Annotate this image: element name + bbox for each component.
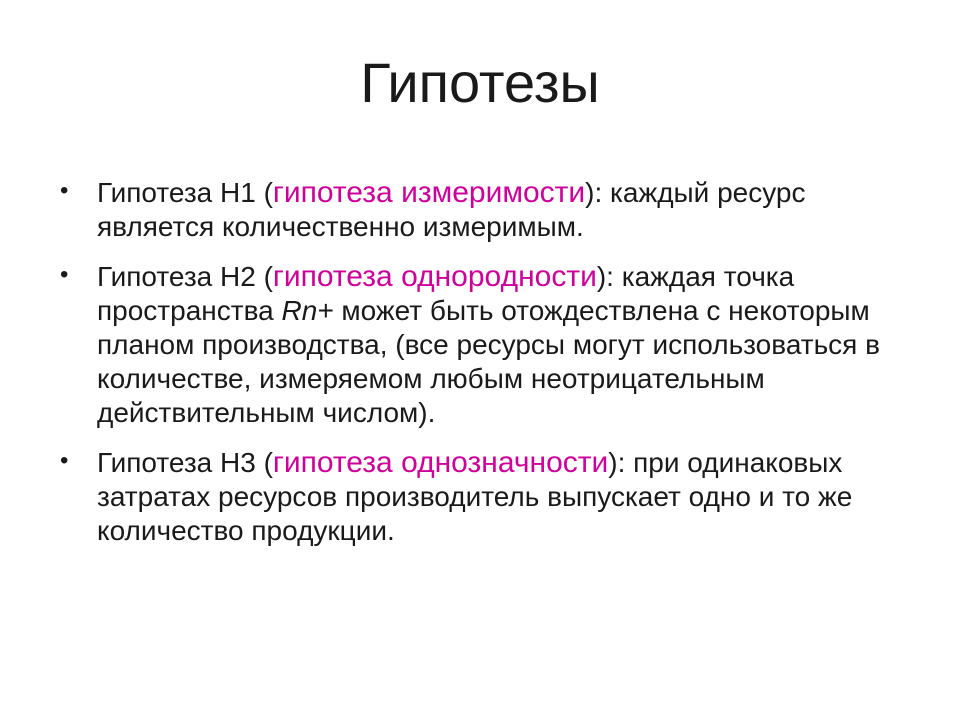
bullet-marker: • [60,447,69,474]
bullet-item-h2 [60,260,890,430]
bullet-prefix: Гипотеза H2 ( [97,261,273,292]
bullet-list [60,176,890,564]
math-space-symbol: Rn+ [281,295,334,326]
bullet-middle: ): каждая точка пространства [97,261,795,326]
hypothesis-term: гипотеза однозначности [272,446,609,479]
bullet-item-h1 [60,176,890,244]
bullet-suffix: ): при одинаковых затратах ресурсов производитель выпускает одно и то же количество продукции. [97,447,853,546]
hypothesis-term: гипотеза измеримости [272,176,586,209]
bullet-item-h3 [60,446,890,548]
hypothesis-term: гипотеза однородности [272,260,597,293]
bullet-suffix: ): каждый ресурс является количественно измеримым. [97,177,806,242]
bullet-suffix: может быть отождествлена с некоторым планом производства, (все ресурсы могут использоваться в количестве, измеряемом любым неотрицательным действительным числом). [97,295,881,428]
slide-title: Гипотезы [360,51,600,114]
bullet-prefix: Гипотеза H3 ( [97,447,273,478]
bullet-prefix: Гипотеза H1 ( [97,177,273,208]
bullet-marker: • [60,261,69,288]
bullet-marker: • [60,177,69,204]
